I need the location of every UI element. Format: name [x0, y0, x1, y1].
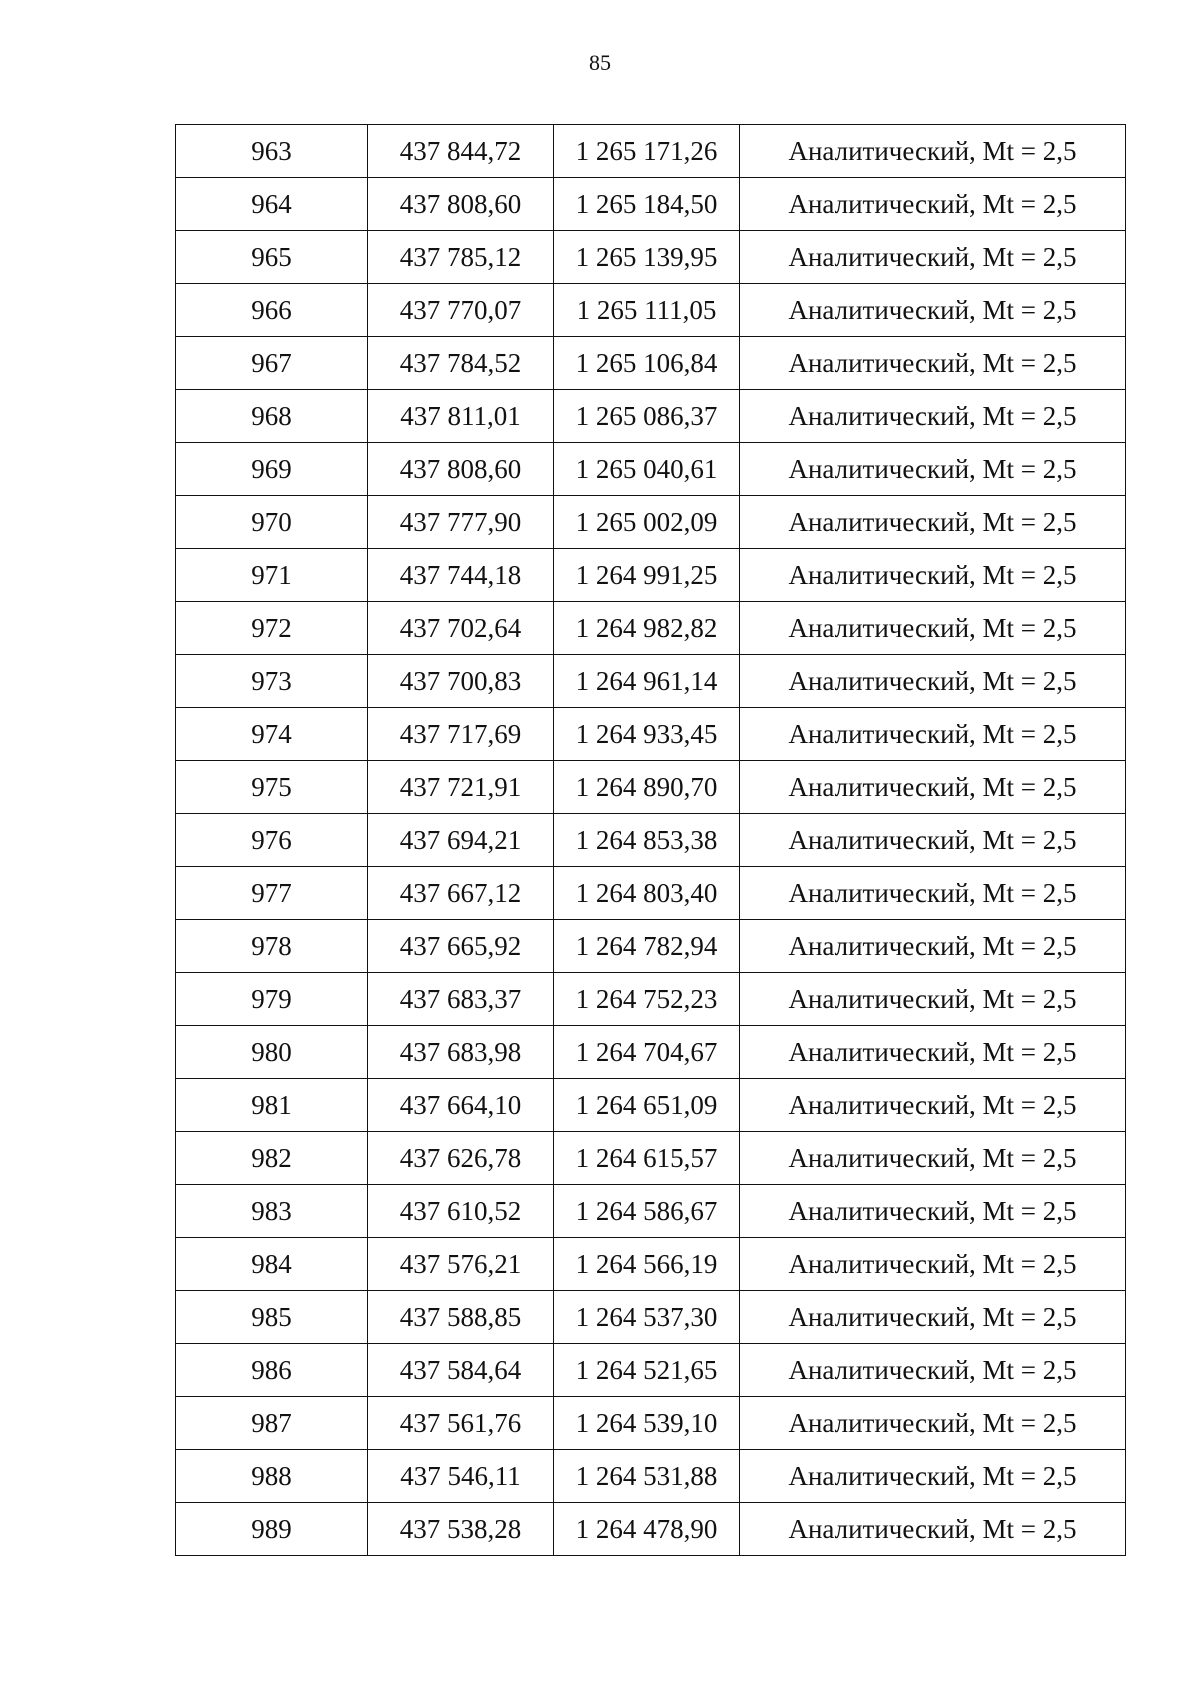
- table-row: [176, 231, 1126, 284]
- point-number-cell: 975: [176, 761, 368, 814]
- method-cell: Аналитический, Mt = 2,5: [740, 549, 1126, 602]
- table-row: [176, 814, 1126, 867]
- method-cell: Аналитический, Mt = 2,5: [740, 708, 1126, 761]
- x-coordinate-cell: 437 664,10: [368, 1079, 554, 1132]
- point-number-cell: 984: [176, 1238, 368, 1291]
- method-cell: Аналитический, Mt = 2,5: [740, 125, 1126, 178]
- y-coordinate-cell: 1 264 890,70: [554, 761, 740, 814]
- coordinates-table: [175, 124, 1126, 1556]
- x-coordinate-cell: 437 808,60: [368, 178, 554, 231]
- x-coordinate-cell: 437 665,92: [368, 920, 554, 973]
- y-coordinate-cell: 1 264 782,94: [554, 920, 740, 973]
- y-coordinate-cell: 1 264 537,30: [554, 1291, 740, 1344]
- x-coordinate-cell: 437 683,37: [368, 973, 554, 1026]
- table-row: [176, 1503, 1126, 1556]
- x-coordinate-cell: 437 770,07: [368, 284, 554, 337]
- x-coordinate-cell: 437 717,69: [368, 708, 554, 761]
- table-row: [176, 1185, 1126, 1238]
- point-number-cell: 982: [176, 1132, 368, 1185]
- x-coordinate-cell: 437 808,60: [368, 443, 554, 496]
- x-coordinate-cell: 437 588,85: [368, 1291, 554, 1344]
- y-coordinate-cell: 1 264 752,23: [554, 973, 740, 1026]
- point-number-cell: 980: [176, 1026, 368, 1079]
- y-coordinate-cell: 1 264 961,14: [554, 655, 740, 708]
- table-row: [176, 602, 1126, 655]
- table-row: [176, 1450, 1126, 1503]
- x-coordinate-cell: 437 785,12: [368, 231, 554, 284]
- method-cell: Аналитический, Mt = 2,5: [740, 1132, 1126, 1185]
- point-number-cell: 973: [176, 655, 368, 708]
- method-cell: Аналитический, Mt = 2,5: [740, 1079, 1126, 1132]
- method-cell: Аналитический, Mt = 2,5: [740, 284, 1126, 337]
- y-coordinate-cell: 1 264 933,45: [554, 708, 740, 761]
- table-row: [176, 178, 1126, 231]
- y-coordinate-cell: 1 264 615,57: [554, 1132, 740, 1185]
- x-coordinate-cell: 437 538,28: [368, 1503, 554, 1556]
- table-row: [176, 443, 1126, 496]
- x-coordinate-cell: 437 744,18: [368, 549, 554, 602]
- x-coordinate-cell: 437 576,21: [368, 1238, 554, 1291]
- table-row: [176, 1238, 1126, 1291]
- method-cell: Аналитический, Mt = 2,5: [740, 231, 1126, 284]
- method-cell: Аналитический, Mt = 2,5: [740, 973, 1126, 1026]
- method-cell: Аналитический, Mt = 2,5: [740, 602, 1126, 655]
- table-row: [176, 337, 1126, 390]
- y-coordinate-cell: 1 265 106,84: [554, 337, 740, 390]
- table-row: [176, 867, 1126, 920]
- x-coordinate-cell: 437 561,76: [368, 1397, 554, 1450]
- table-row: [176, 1079, 1126, 1132]
- y-coordinate-cell: 1 265 139,95: [554, 231, 740, 284]
- y-coordinate-cell: 1 264 539,10: [554, 1397, 740, 1450]
- x-coordinate-cell: 437 784,52: [368, 337, 554, 390]
- point-number-cell: 985: [176, 1291, 368, 1344]
- method-cell: Аналитический, Mt = 2,5: [740, 443, 1126, 496]
- method-cell: Аналитический, Mt = 2,5: [740, 1026, 1126, 1079]
- method-cell: Аналитический, Mt = 2,5: [740, 1450, 1126, 1503]
- x-coordinate-cell: 437 546,11: [368, 1450, 554, 1503]
- point-number-cell: 969: [176, 443, 368, 496]
- method-cell: Аналитический, Mt = 2,5: [740, 1503, 1126, 1556]
- point-number-cell: 972: [176, 602, 368, 655]
- table-row: [176, 920, 1126, 973]
- point-number-cell: 965: [176, 231, 368, 284]
- method-cell: Аналитический, Mt = 2,5: [740, 761, 1126, 814]
- method-cell: Аналитический, Mt = 2,5: [740, 1185, 1126, 1238]
- table-row: [176, 708, 1126, 761]
- point-number-cell: 977: [176, 867, 368, 920]
- table-row: [176, 1344, 1126, 1397]
- y-coordinate-cell: 1 265 002,09: [554, 496, 740, 549]
- table-row: [176, 496, 1126, 549]
- y-coordinate-cell: 1 264 803,40: [554, 867, 740, 920]
- point-number-cell: 981: [176, 1079, 368, 1132]
- method-cell: Аналитический, Mt = 2,5: [740, 1238, 1126, 1291]
- table-row: [176, 390, 1126, 443]
- table-row: [176, 125, 1126, 178]
- y-coordinate-cell: 1 265 086,37: [554, 390, 740, 443]
- x-coordinate-cell: 437 811,01: [368, 390, 554, 443]
- x-coordinate-cell: 437 626,78: [368, 1132, 554, 1185]
- y-coordinate-cell: 1 264 704,67: [554, 1026, 740, 1079]
- point-number-cell: 966: [176, 284, 368, 337]
- point-number-cell: 968: [176, 390, 368, 443]
- point-number-cell: 971: [176, 549, 368, 602]
- table-row: [176, 1291, 1126, 1344]
- y-coordinate-cell: 1 265 040,61: [554, 443, 740, 496]
- method-cell: Аналитический, Mt = 2,5: [740, 655, 1126, 708]
- y-coordinate-cell: 1 264 651,09: [554, 1079, 740, 1132]
- point-number-cell: 988: [176, 1450, 368, 1503]
- point-number-cell: 986: [176, 1344, 368, 1397]
- y-coordinate-cell: 1 264 478,90: [554, 1503, 740, 1556]
- y-coordinate-cell: 1 264 521,65: [554, 1344, 740, 1397]
- x-coordinate-cell: 437 700,83: [368, 655, 554, 708]
- table-row: [176, 1132, 1126, 1185]
- point-number-cell: 978: [176, 920, 368, 973]
- x-coordinate-cell: 437 694,21: [368, 814, 554, 867]
- y-coordinate-cell: 1 265 184,50: [554, 178, 740, 231]
- table-row: [176, 1397, 1126, 1450]
- table-row: [176, 973, 1126, 1026]
- coordinates-table-body: [176, 125, 1126, 1556]
- point-number-cell: 964: [176, 178, 368, 231]
- method-cell: Аналитический, Mt = 2,5: [740, 1291, 1126, 1344]
- x-coordinate-cell: 437 702,64: [368, 602, 554, 655]
- table-row: [176, 655, 1126, 708]
- y-coordinate-cell: 1 264 991,25: [554, 549, 740, 602]
- y-coordinate-cell: 1 265 111,05: [554, 284, 740, 337]
- method-cell: Аналитический, Mt = 2,5: [740, 496, 1126, 549]
- y-coordinate-cell: 1 264 853,38: [554, 814, 740, 867]
- point-number-cell: 987: [176, 1397, 368, 1450]
- point-number-cell: 974: [176, 708, 368, 761]
- method-cell: Аналитический, Mt = 2,5: [740, 1344, 1126, 1397]
- y-coordinate-cell: 1 265 171,26: [554, 125, 740, 178]
- point-number-cell: 967: [176, 337, 368, 390]
- point-number-cell: 989: [176, 1503, 368, 1556]
- x-coordinate-cell: 437 777,90: [368, 496, 554, 549]
- method-cell: Аналитический, Mt = 2,5: [740, 867, 1126, 920]
- point-number-cell: 983: [176, 1185, 368, 1238]
- table-row: [176, 549, 1126, 602]
- point-number-cell: 979: [176, 973, 368, 1026]
- method-cell: Аналитический, Mt = 2,5: [740, 390, 1126, 443]
- x-coordinate-cell: 437 683,98: [368, 1026, 554, 1079]
- point-number-cell: 963: [176, 125, 368, 178]
- table-row: [176, 284, 1126, 337]
- table-row: [176, 761, 1126, 814]
- point-number-cell: 970: [176, 496, 368, 549]
- table-row: [176, 1026, 1126, 1079]
- method-cell: Аналитический, Mt = 2,5: [740, 814, 1126, 867]
- page-number: 85: [589, 50, 611, 75]
- y-coordinate-cell: 1 264 531,88: [554, 1450, 740, 1503]
- y-coordinate-cell: 1 264 586,67: [554, 1185, 740, 1238]
- x-coordinate-cell: 437 667,12: [368, 867, 554, 920]
- x-coordinate-cell: 437 584,64: [368, 1344, 554, 1397]
- method-cell: Аналитический, Mt = 2,5: [740, 920, 1126, 973]
- method-cell: Аналитический, Mt = 2,5: [740, 178, 1126, 231]
- y-coordinate-cell: 1 264 982,82: [554, 602, 740, 655]
- point-number-cell: 976: [176, 814, 368, 867]
- y-coordinate-cell: 1 264 566,19: [554, 1238, 740, 1291]
- method-cell: Аналитический, Mt = 2,5: [740, 1397, 1126, 1450]
- x-coordinate-cell: 437 721,91: [368, 761, 554, 814]
- method-cell: Аналитический, Mt = 2,5: [740, 337, 1126, 390]
- x-coordinate-cell: 437 610,52: [368, 1185, 554, 1238]
- x-coordinate-cell: 437 844,72: [368, 125, 554, 178]
